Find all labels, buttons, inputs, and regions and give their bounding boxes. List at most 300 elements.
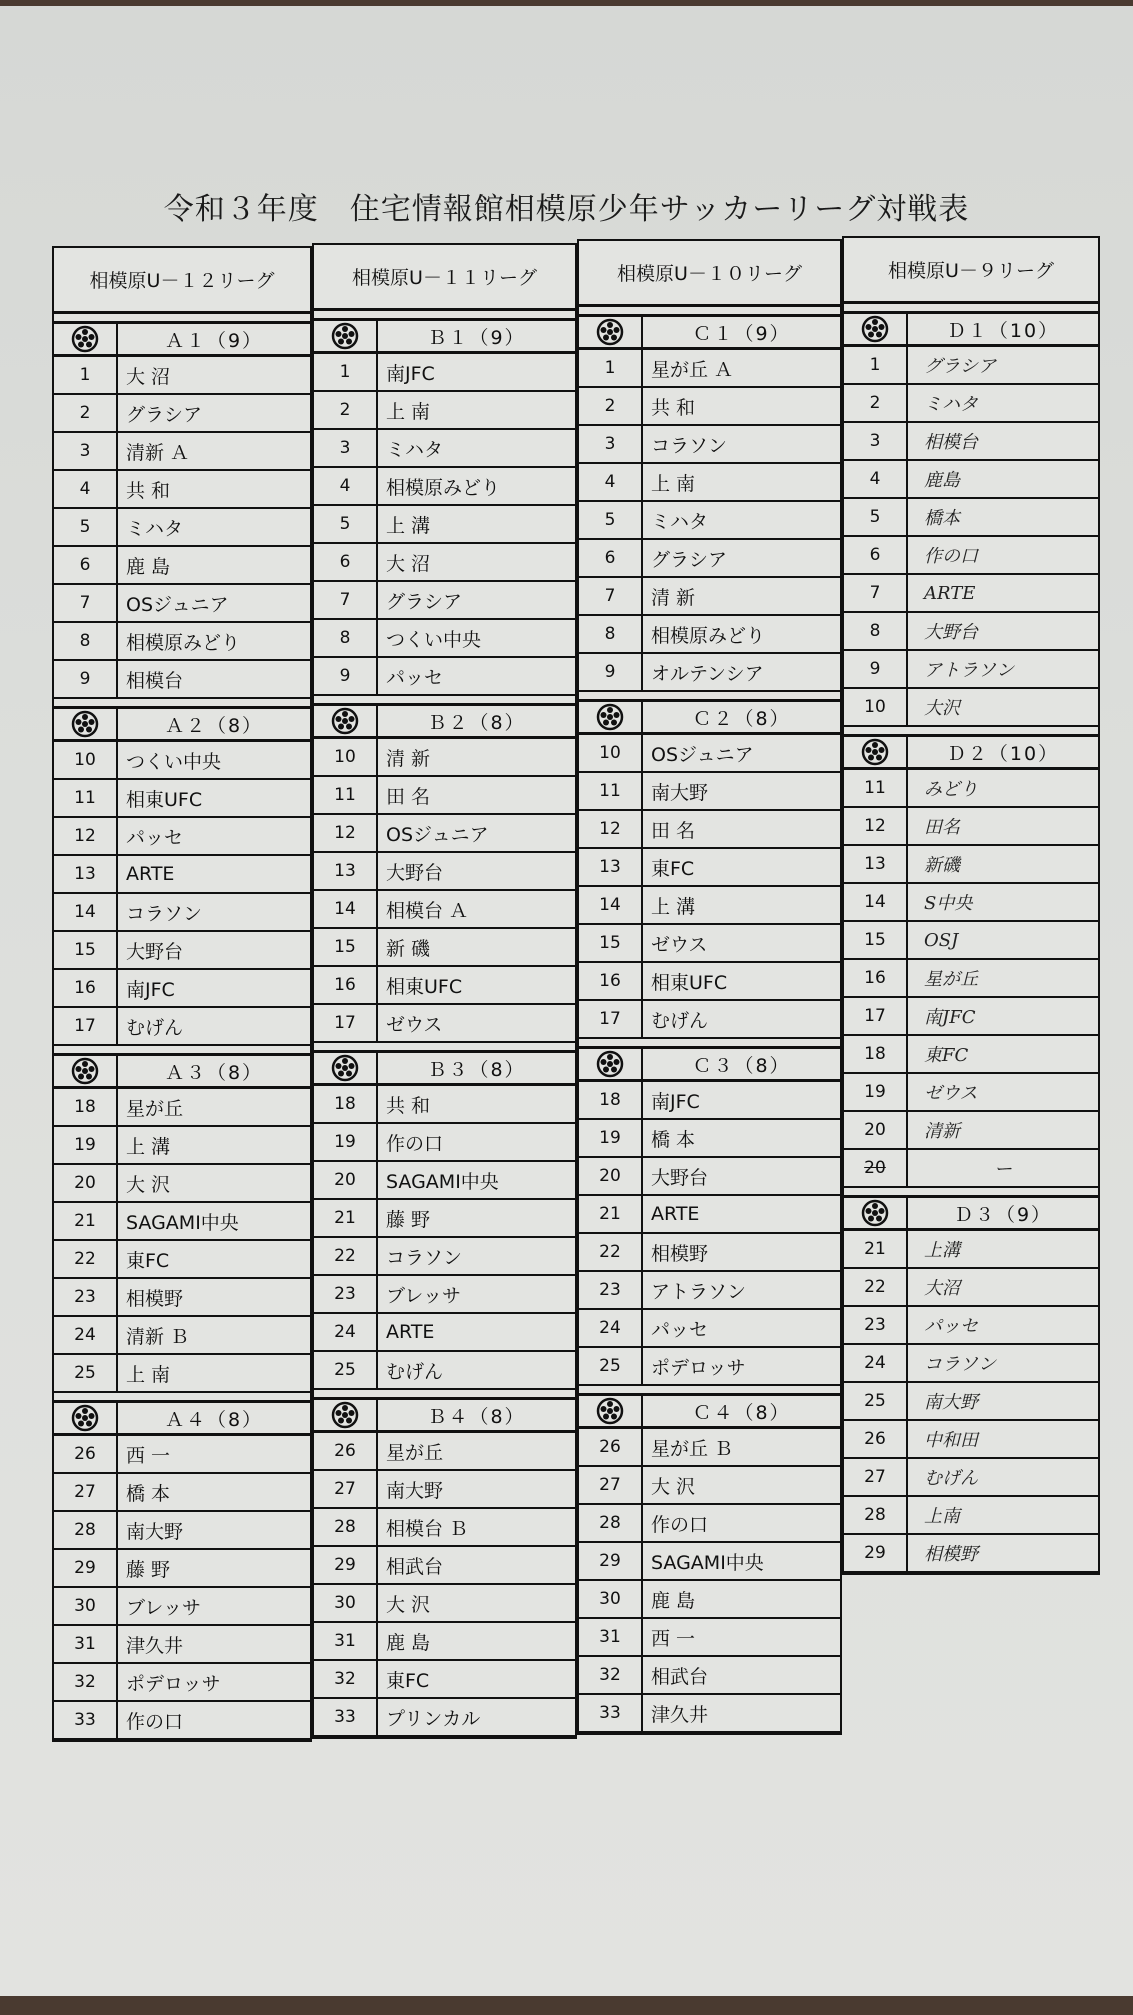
soccer-ball-icon bbox=[314, 1053, 378, 1083]
table-row bbox=[314, 430, 575, 468]
group-label: Ｃ２（8） bbox=[692, 707, 791, 730]
table-row bbox=[844, 461, 1098, 499]
team-name: 相模台 Ｂ bbox=[386, 1517, 469, 1540]
team-number: 8 bbox=[579, 616, 643, 652]
team-name: 星が丘 bbox=[126, 1097, 184, 1120]
team-name: 相東UFC bbox=[386, 975, 463, 998]
team-number: 16 bbox=[844, 960, 908, 996]
table-row bbox=[844, 1345, 1098, 1383]
table-row bbox=[844, 884, 1098, 922]
team-number: 28 bbox=[54, 1512, 118, 1548]
team-number: 31 bbox=[579, 1619, 643, 1655]
soccer-ball-icon bbox=[54, 1056, 118, 1086]
team-name: グラシア bbox=[924, 356, 996, 377]
team-number: 22 bbox=[844, 1269, 908, 1305]
table-row bbox=[314, 1238, 575, 1276]
team-name: 大野台 bbox=[651, 1166, 709, 1189]
team-name: 清 新 bbox=[386, 747, 431, 770]
team-name: グラシア bbox=[386, 590, 463, 613]
team-name: 東FC bbox=[386, 1669, 430, 1692]
team-name: 東FC bbox=[924, 1045, 969, 1066]
table-row bbox=[314, 1276, 575, 1314]
team-number: 15 bbox=[844, 922, 908, 958]
team-name: 南JFC bbox=[126, 978, 175, 1001]
table-row bbox=[579, 735, 840, 773]
team-name: 清新 Ｂ bbox=[126, 1325, 190, 1348]
table-row bbox=[314, 1623, 575, 1661]
team-name: グラシア bbox=[126, 403, 203, 426]
table-row bbox=[579, 1619, 840, 1657]
team-name: グラシア bbox=[651, 548, 728, 571]
soccer-ball-icon bbox=[54, 324, 118, 354]
team-number: 3 bbox=[844, 423, 908, 459]
table-row bbox=[54, 1279, 310, 1317]
table-row bbox=[579, 1196, 840, 1234]
team-number: 16 bbox=[314, 967, 378, 1003]
team-name: 橋 本 bbox=[651, 1128, 696, 1151]
team-name: ゼウス bbox=[651, 933, 708, 956]
team-name: ポデロッサ bbox=[651, 1356, 746, 1379]
table-row bbox=[579, 616, 840, 654]
team-number: 20 bbox=[844, 1112, 908, 1148]
team-name: 大野台 bbox=[924, 622, 978, 643]
table-row bbox=[314, 1699, 575, 1737]
table-row bbox=[54, 856, 310, 894]
team-name: 上 南 bbox=[651, 472, 696, 495]
team-name: SAGAMI中央 bbox=[651, 1551, 764, 1574]
team-number: 23 bbox=[54, 1279, 118, 1315]
team-name: 相模台 Ａ bbox=[386, 899, 469, 922]
team-name: 大 沢 bbox=[386, 1593, 431, 1616]
table-row bbox=[579, 811, 840, 849]
team-name: 橋本 bbox=[924, 508, 960, 529]
team-name: 橋 本 bbox=[126, 1482, 171, 1505]
team-name: 藤 野 bbox=[386, 1208, 431, 1231]
team-number: 19 bbox=[844, 1074, 908, 1110]
team-number: 30 bbox=[579, 1581, 643, 1617]
team-number: 13 bbox=[579, 849, 643, 885]
team-name: 大沢 bbox=[924, 698, 960, 719]
team-name: 西 一 bbox=[651, 1627, 696, 1650]
soccer-ball-icon bbox=[579, 1396, 643, 1426]
team-name: 中和田 bbox=[924, 1430, 978, 1451]
team-name: ポデロッサ bbox=[126, 1672, 221, 1695]
team-name: OSジュニア bbox=[126, 593, 229, 616]
table-row bbox=[579, 887, 840, 925]
team-name: ARTE bbox=[126, 863, 175, 885]
team-name: 大野台 bbox=[126, 940, 184, 963]
table-row bbox=[844, 808, 1098, 846]
team-name: 相模野 bbox=[924, 1544, 978, 1565]
team-number: 12 bbox=[579, 811, 643, 847]
table-row bbox=[844, 1307, 1098, 1345]
team-name: コラソン bbox=[386, 1246, 463, 1269]
team-number: 1 bbox=[54, 357, 118, 393]
team-name: 上 南 bbox=[126, 1363, 171, 1386]
group-header bbox=[579, 699, 840, 735]
team-name: 新 磯 bbox=[386, 937, 431, 960]
team-name: 南JFC bbox=[651, 1090, 700, 1113]
team-number: 7 bbox=[844, 575, 908, 611]
league-table bbox=[577, 239, 842, 1735]
team-name: 清新 bbox=[924, 1121, 960, 1142]
table-row bbox=[579, 578, 840, 616]
table-row bbox=[54, 623, 310, 661]
team-name: 相模原みどり bbox=[651, 624, 766, 647]
team-number: 4 bbox=[54, 471, 118, 507]
table-row bbox=[54, 1127, 310, 1165]
group-block bbox=[844, 311, 1098, 727]
soccer-ball-icon bbox=[314, 1400, 378, 1430]
group-block bbox=[54, 706, 310, 1046]
league-table bbox=[312, 243, 577, 1739]
team-number: 9 bbox=[579, 654, 643, 690]
table-row bbox=[844, 1231, 1098, 1269]
team-name: 上 南 bbox=[386, 400, 431, 423]
team-number: 24 bbox=[844, 1345, 908, 1381]
team-number: 27 bbox=[844, 1459, 908, 1495]
table-row bbox=[314, 891, 575, 929]
group-block bbox=[314, 1050, 575, 1390]
team-name: 相模原みどり bbox=[126, 631, 241, 654]
team-name: パッセ bbox=[126, 826, 184, 849]
team-name: 相東UFC bbox=[126, 788, 203, 811]
team-number: 17 bbox=[844, 998, 908, 1034]
team-number: 24 bbox=[54, 1317, 118, 1353]
team-number: 19 bbox=[579, 1120, 643, 1156]
team-name: つくい中央 bbox=[386, 628, 482, 651]
table-row bbox=[579, 502, 840, 540]
team-number: 33 bbox=[314, 1699, 378, 1735]
group-label: Ａ１（9） bbox=[164, 329, 264, 352]
table-row bbox=[579, 773, 840, 811]
team-name: パッセ bbox=[386, 666, 444, 689]
team-number: 30 bbox=[314, 1585, 378, 1621]
group-header bbox=[579, 314, 840, 350]
table-row bbox=[54, 1203, 310, 1241]
group-header bbox=[54, 1400, 310, 1436]
team-number: 30 bbox=[54, 1588, 118, 1624]
table-row bbox=[314, 1585, 575, 1623]
table-row bbox=[844, 998, 1098, 1036]
team-number: 18 bbox=[844, 1036, 908, 1072]
table-row bbox=[54, 894, 310, 932]
table-row bbox=[314, 739, 575, 777]
team-name: SAGAMI中央 bbox=[126, 1211, 239, 1234]
table-row bbox=[54, 1588, 310, 1626]
team-number: 31 bbox=[314, 1623, 378, 1659]
team-number: 32 bbox=[314, 1661, 378, 1697]
table-row bbox=[314, 1124, 575, 1162]
team-number: 29 bbox=[579, 1543, 643, 1579]
league-table bbox=[52, 246, 312, 1742]
group-block bbox=[314, 703, 575, 1043]
team-name: 共 和 bbox=[651, 396, 696, 419]
table-row bbox=[54, 661, 310, 699]
team-number: 8 bbox=[844, 613, 908, 649]
soccer-ball-icon bbox=[314, 321, 378, 351]
team-number: 9 bbox=[54, 661, 118, 697]
team-number: 32 bbox=[579, 1657, 643, 1693]
team-number: 32 bbox=[54, 1664, 118, 1700]
table-row bbox=[844, 1269, 1098, 1307]
team-name: 大 沼 bbox=[386, 552, 431, 575]
team-number: 28 bbox=[844, 1497, 908, 1533]
team-number: 24 bbox=[579, 1310, 643, 1346]
team-name: ARTE bbox=[386, 1321, 435, 1343]
table-row bbox=[844, 1459, 1098, 1497]
team-number: 11 bbox=[579, 773, 643, 809]
team-number: 18 bbox=[579, 1082, 643, 1118]
table-row bbox=[314, 815, 575, 853]
table-row bbox=[579, 849, 840, 887]
team-name: 星が丘 bbox=[924, 969, 978, 990]
table-row bbox=[54, 932, 310, 970]
team-number: 10 bbox=[314, 739, 378, 775]
table-row bbox=[314, 1547, 575, 1585]
table-row bbox=[579, 654, 840, 692]
table-row bbox=[844, 1074, 1098, 1112]
team-number: 5 bbox=[579, 502, 643, 538]
team-number: 12 bbox=[54, 818, 118, 854]
team-number: 11 bbox=[844, 770, 908, 806]
league-table bbox=[842, 236, 1100, 1575]
table-row bbox=[54, 1512, 310, 1550]
team-name: ー bbox=[994, 1159, 1012, 1180]
team-number: 13 bbox=[54, 856, 118, 892]
table-row bbox=[314, 544, 575, 582]
soccer-ball-icon bbox=[844, 737, 908, 767]
team-name: 大 沢 bbox=[651, 1475, 696, 1498]
table-row bbox=[844, 1535, 1098, 1573]
table-row bbox=[844, 613, 1098, 651]
team-name: 大野台 bbox=[386, 861, 444, 884]
team-name: 作の口 bbox=[386, 1132, 444, 1155]
group-header bbox=[579, 1393, 840, 1429]
team-number: 26 bbox=[579, 1429, 643, 1465]
team-name: 南JFC bbox=[386, 362, 435, 385]
team-number: 4 bbox=[844, 461, 908, 497]
table-row bbox=[54, 1626, 310, 1664]
table-row bbox=[54, 1550, 310, 1588]
team-name: 清 新 bbox=[651, 586, 696, 609]
group-block bbox=[54, 1400, 310, 1740]
team-number: 8 bbox=[314, 620, 378, 656]
table-row bbox=[844, 960, 1098, 998]
team-name: むげん bbox=[126, 1016, 184, 1039]
group-label: Ｂ１（9） bbox=[427, 326, 526, 349]
team-name: 上 溝 bbox=[386, 514, 431, 537]
table-row bbox=[579, 350, 840, 388]
group-header bbox=[314, 1397, 575, 1433]
table-row bbox=[314, 967, 575, 1005]
team-name: 上 溝 bbox=[126, 1135, 171, 1158]
team-name: アトラソン bbox=[924, 660, 1014, 681]
team-number: 25 bbox=[54, 1355, 118, 1391]
team-number: 21 bbox=[844, 1231, 908, 1267]
team-name: 東FC bbox=[651, 857, 695, 880]
team-name: 星が丘 Ａ bbox=[651, 358, 734, 381]
league-name: 相模原U－１２リーグ bbox=[54, 248, 310, 314]
group-label: Ａ３（8） bbox=[164, 1061, 264, 1084]
team-name: 大 沼 bbox=[126, 365, 171, 388]
soccer-ball-icon bbox=[579, 1049, 643, 1079]
group-header bbox=[54, 706, 310, 742]
team-name: 上南 bbox=[924, 1506, 960, 1527]
team-name: 鹿島 bbox=[924, 470, 960, 491]
table-row bbox=[54, 742, 310, 780]
team-number: 27 bbox=[579, 1467, 643, 1503]
team-name: つくい中央 bbox=[126, 750, 222, 773]
group-label: Ｃ４（8） bbox=[692, 1401, 791, 1424]
team-name: プリンカル bbox=[386, 1707, 481, 1730]
team-number: 31 bbox=[54, 1626, 118, 1662]
team-name: 南大野 bbox=[924, 1392, 978, 1413]
table-row bbox=[314, 777, 575, 815]
group-block bbox=[314, 318, 575, 696]
team-number: 2 bbox=[314, 392, 378, 428]
team-number: 20 bbox=[54, 1165, 118, 1201]
table-row bbox=[844, 770, 1098, 808]
league-name: 相模原U－９リーグ bbox=[844, 238, 1098, 304]
team-number: 17 bbox=[579, 1001, 643, 1037]
team-name: 南大野 bbox=[126, 1520, 184, 1543]
table-row bbox=[579, 1310, 840, 1348]
team-name: ゼウス bbox=[386, 1013, 443, 1036]
team-number: 14 bbox=[314, 891, 378, 927]
team-name: 共 和 bbox=[386, 1094, 431, 1117]
table-row bbox=[54, 970, 310, 1008]
team-name: 田 名 bbox=[386, 785, 431, 808]
team-name: 田名 bbox=[924, 817, 960, 838]
team-number: 33 bbox=[579, 1695, 643, 1731]
group-header bbox=[314, 318, 575, 354]
team-number: 25 bbox=[579, 1348, 643, 1384]
table-row bbox=[314, 1162, 575, 1200]
table-row bbox=[54, 1089, 310, 1127]
team-name: 田 名 bbox=[651, 819, 696, 842]
team-number: 7 bbox=[54, 585, 118, 621]
table-row bbox=[579, 1467, 840, 1505]
team-number: 29 bbox=[54, 1550, 118, 1586]
soccer-ball-icon bbox=[844, 314, 908, 344]
table-row bbox=[579, 388, 840, 426]
group-label: Ｂ２（8） bbox=[427, 711, 526, 734]
table-row bbox=[314, 1086, 575, 1124]
group-label: Ｄ１（10） bbox=[946, 319, 1060, 342]
table-row bbox=[54, 1474, 310, 1512]
table-row bbox=[314, 1005, 575, 1043]
team-number: 27 bbox=[54, 1474, 118, 1510]
team-number: 10 bbox=[844, 689, 908, 725]
table-row bbox=[844, 423, 1098, 461]
soccer-ball-icon bbox=[314, 706, 378, 736]
table-row bbox=[314, 354, 575, 392]
team-name: 作の口 bbox=[924, 546, 978, 567]
table-row bbox=[579, 1543, 840, 1581]
team-number: 2 bbox=[844, 385, 908, 421]
team-number: 16 bbox=[54, 970, 118, 1006]
team-name: 藤 野 bbox=[126, 1558, 171, 1581]
team-name: ミハタ bbox=[126, 517, 184, 540]
group-label: Ａ２（8） bbox=[164, 714, 264, 737]
team-name: 共 和 bbox=[126, 479, 171, 502]
table-row bbox=[54, 1436, 310, 1474]
table-row bbox=[579, 1657, 840, 1695]
table-row bbox=[844, 1421, 1098, 1459]
team-number: 12 bbox=[314, 815, 378, 851]
team-name: 新磯 bbox=[924, 855, 960, 876]
team-name: ゼウス bbox=[924, 1083, 978, 1104]
team-number: 6 bbox=[844, 537, 908, 573]
table-row bbox=[54, 509, 310, 547]
team-name: 相模台 bbox=[924, 432, 978, 453]
team-number: 2 bbox=[579, 388, 643, 424]
team-name: 南大野 bbox=[386, 1479, 444, 1502]
table-row bbox=[579, 540, 840, 578]
team-number: 29 bbox=[844, 1535, 908, 1571]
team-name: 作の口 bbox=[651, 1513, 709, 1536]
team-name: ARTE bbox=[924, 582, 976, 604]
group-label: Ｄ３（9） bbox=[953, 1203, 1053, 1226]
paper-sheet bbox=[0, 6, 1133, 1996]
table-row bbox=[579, 1505, 840, 1543]
team-name: 相模野 bbox=[651, 1242, 709, 1265]
group-header bbox=[844, 311, 1098, 347]
team-number: 5 bbox=[54, 509, 118, 545]
team-number: 22 bbox=[54, 1241, 118, 1277]
team-name: OSJ bbox=[924, 929, 959, 951]
team-number: 14 bbox=[54, 894, 118, 930]
soccer-ball-icon bbox=[579, 317, 643, 347]
team-number: 16 bbox=[579, 963, 643, 999]
table-row bbox=[844, 1497, 1098, 1535]
team-name: パッセ bbox=[651, 1318, 709, 1341]
table-row bbox=[314, 1661, 575, 1699]
group-label: Ｂ３（8） bbox=[427, 1058, 526, 1081]
team-name: 相模野 bbox=[126, 1287, 184, 1310]
team-number: 15 bbox=[314, 929, 378, 965]
team-number: 15 bbox=[579, 925, 643, 961]
table-row bbox=[844, 1150, 1098, 1188]
team-number: 26 bbox=[314, 1433, 378, 1469]
team-name: S中央 bbox=[924, 893, 973, 914]
table-row bbox=[579, 1581, 840, 1619]
table-row bbox=[314, 853, 575, 891]
table-row bbox=[579, 1234, 840, 1272]
table-row bbox=[579, 464, 840, 502]
team-name: むげん bbox=[924, 1468, 978, 1489]
team-number: 4 bbox=[579, 464, 643, 500]
team-number: 2 bbox=[54, 395, 118, 431]
team-name: 南JFC bbox=[924, 1007, 976, 1028]
group-header bbox=[844, 734, 1098, 770]
team-number: 28 bbox=[579, 1505, 643, 1541]
team-number: 26 bbox=[844, 1421, 908, 1457]
table-row bbox=[844, 347, 1098, 385]
table-row bbox=[54, 780, 310, 818]
team-name: 相東UFC bbox=[651, 971, 728, 994]
team-number: 3 bbox=[579, 426, 643, 462]
table-row bbox=[579, 1272, 840, 1310]
table-row bbox=[314, 1352, 575, 1390]
team-name: ブレッサ bbox=[386, 1284, 462, 1307]
team-name: ARTE bbox=[651, 1203, 700, 1225]
table-row bbox=[54, 1165, 310, 1203]
team-number: 15 bbox=[54, 932, 118, 968]
table-row bbox=[54, 818, 310, 856]
table-row bbox=[54, 1355, 310, 1393]
